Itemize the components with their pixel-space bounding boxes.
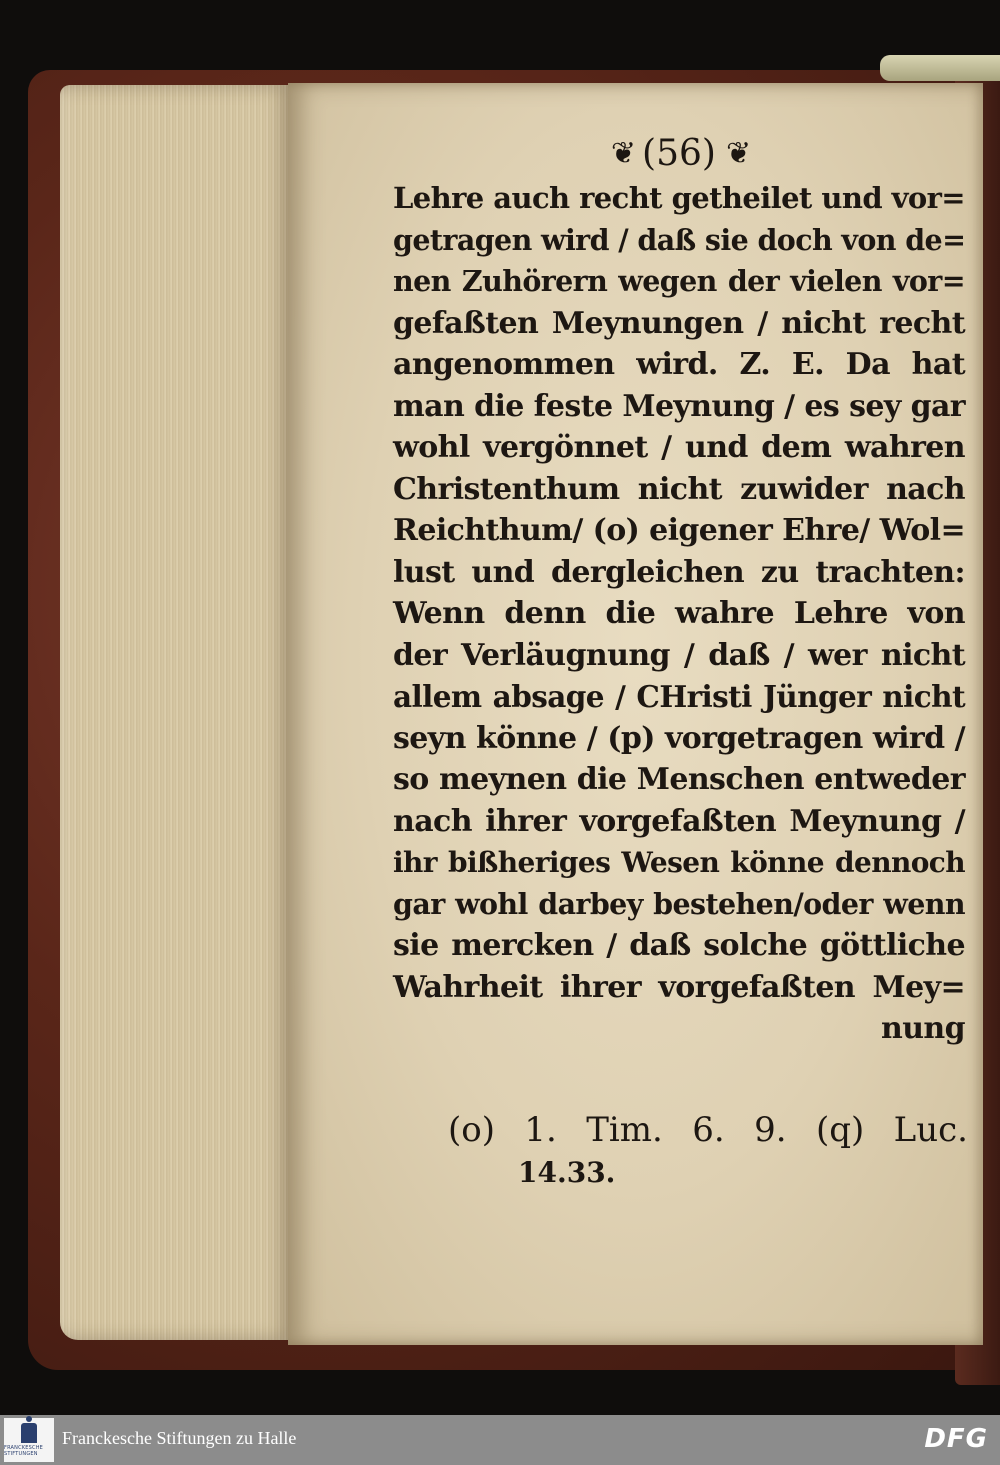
body-text [393, 178, 965, 1050]
text-line: Wenn denn die wahre Lehre von [393, 596, 965, 631]
text-line: der Verläugnung / daß / wer nicht [393, 637, 965, 673]
text-line: wohl vergönnet / und dem wahren [393, 430, 965, 465]
text-line: nen Zuhörern wegen der vielen vor= [393, 264, 965, 298]
institution-name[interactable]: Franckesche Stiftungen zu Halle [62, 1428, 297, 1448]
footnote-line: (o) 1. Tim. 6. 9. (q) Luc. [448, 1110, 968, 1150]
text-line: lust und dergleichen zu trachten: [393, 554, 965, 590]
brass-clasp [880, 55, 1000, 81]
logo-text: FRANCKESCHE STIFTUNGEN [4, 1445, 44, 1457]
text-line: seyn könne / (p) vorgetragen wird / [393, 720, 965, 756]
text-line: ihr bißheriges Wesen könne dennoch [393, 846, 965, 879]
footnotes [448, 1110, 968, 1189]
text-line: angenommen wird. Z. E. Da hat [393, 347, 965, 382]
text-line: man die feste Meynung / es sey gar [393, 388, 965, 424]
dfg-logo[interactable]: DFG [924, 1424, 988, 1454]
text-line: Lehre auch recht getheilet und vor= [393, 181, 965, 215]
text-line: gar wohl darbey bestehen/oder wenn [393, 886, 965, 921]
text-line: gefaßten Meynungen / nicht recht [393, 305, 965, 341]
text-line: nach ihrer vorgefaßten Meynung / [393, 803, 965, 839]
text-line: allem absage / CHristi Jünger nicht [393, 679, 965, 714]
text-line: so meynen die Menschen entweder [393, 762, 965, 797]
building-icon [21, 1423, 37, 1443]
ornament-right-icon: ❦ [725, 135, 748, 171]
catchword: nung [880, 1011, 965, 1046]
page-edges [60, 85, 292, 1340]
text-line: sie mercken / daß solche göttliche [393, 928, 965, 963]
institution-logo[interactable] [4, 1418, 54, 1462]
page-number: (56) [642, 132, 716, 174]
text-line: Christenthum nicht zuwider nach [393, 471, 965, 507]
text-line: Wahrheit ihrer vorgefaßten Mey= [393, 969, 965, 1005]
text-line: Reichthum/ (o) eigener Ehre/ Wol= [393, 513, 965, 548]
page-header [393, 128, 965, 178]
footnote-line: 14.33. [518, 1156, 616, 1189]
viewer-footer [0, 1415, 1000, 1465]
page-text-block [393, 128, 965, 1050]
text-line: getragen wird / daß sie doch von de= [393, 222, 966, 257]
ornament-left-icon: ❦ [610, 135, 633, 171]
